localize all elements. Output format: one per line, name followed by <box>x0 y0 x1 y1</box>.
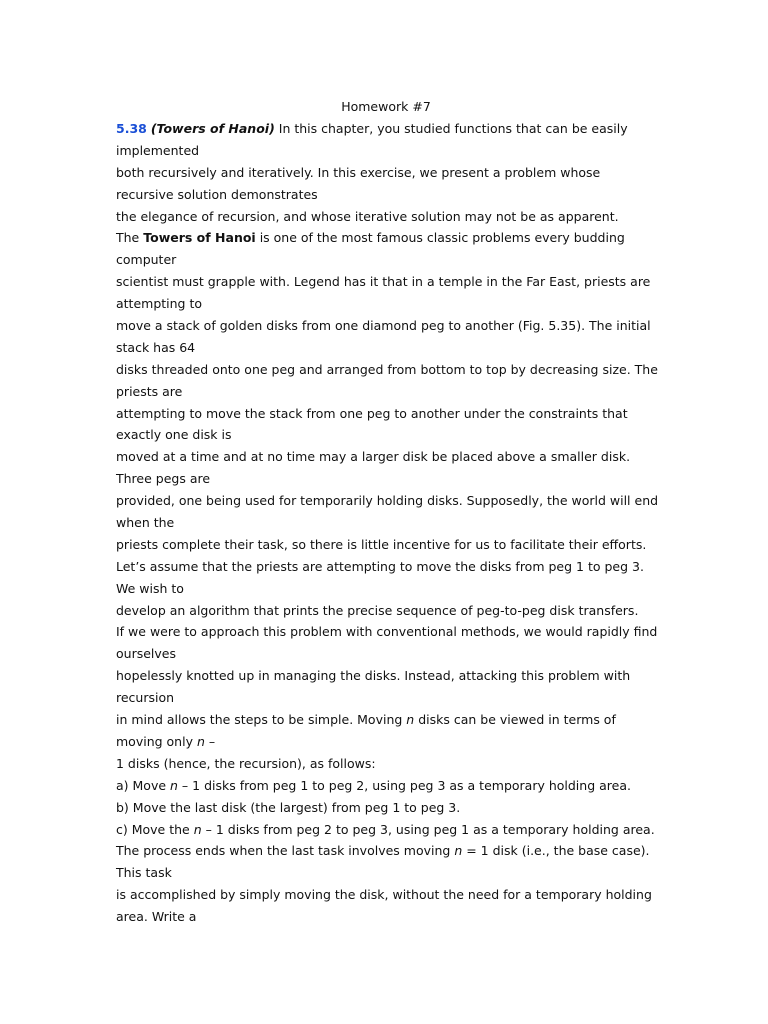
text-segment: moving only <box>116 733 197 749</box>
text-segment: 1 disks (hence, the recursion), as follows: <box>116 755 376 771</box>
text-segment: c) Move the <box>116 821 194 837</box>
text-line <box>116 140 656 162</box>
text-line <box>116 315 656 337</box>
text-segment: is accomplished by simply moving the disk, without the need for a temporary holding <box>116 887 652 903</box>
text-segment: stack has 64 <box>116 339 196 355</box>
text-line <box>116 206 656 228</box>
text-line <box>116 468 656 490</box>
text-line <box>116 446 656 468</box>
text-segment: recursion <box>116 690 175 706</box>
text-segment: – <box>204 733 216 749</box>
text-segment: both recursively and iteratively. In this exercise, we present a problem whose <box>116 164 601 180</box>
text-line <box>116 709 656 731</box>
text-line <box>116 643 656 665</box>
text-segment: This task <box>116 865 172 881</box>
text-segment: = 1 disk (i.e., the base case). <box>462 843 650 859</box>
text-segment: n <box>196 733 205 749</box>
text-segment: scientist must grapple with. Legend has it that in a temple in the Far East, priests are <box>116 274 651 290</box>
text-segment: Three pegs are <box>116 471 211 487</box>
text-segment: The process ends when the last task involves moving <box>116 843 455 859</box>
text-segment: area. Write a <box>116 909 197 925</box>
text-line <box>116 578 656 600</box>
text-segment: the elegance of recursion, and whose iterative solution may not be as apparent. <box>116 208 619 224</box>
text-segment: b) Move the last disk (the largest) from peg 1 to peg 3. <box>116 799 461 815</box>
text-segment: n <box>406 712 415 728</box>
text-line <box>116 293 656 315</box>
text-segment: when the <box>116 515 175 531</box>
text-line <box>116 184 656 206</box>
text-segment: disks can be viewed in terms of <box>414 712 616 728</box>
document-page <box>116 96 659 928</box>
text-line <box>116 862 656 884</box>
text-segment: exactly one disk is <box>116 427 232 443</box>
text-line <box>116 359 656 381</box>
text-segment: develop an algorithm that prints the precise sequence of peg-to-peg disk transfers. <box>116 602 639 618</box>
text-line <box>116 840 656 862</box>
text-line <box>116 884 656 906</box>
text-segment: The <box>116 230 144 246</box>
text-line <box>116 512 656 534</box>
text-line <box>116 731 656 753</box>
text-segment: implemented <box>116 142 200 158</box>
text-segment: attempting to move the stack from one peg to another under the constraints that <box>116 405 628 421</box>
text-line <box>116 403 656 425</box>
text-segment: – 1 disks from peg 2 to peg 3, using peg 1 as a temporary holding area. <box>201 821 655 837</box>
text-segment: ourselves <box>116 646 176 662</box>
text-line <box>116 534 656 556</box>
exercise-name: (Towers of Hanoi) <box>150 121 275 136</box>
text-segment: move a stack of golden disks from one diamond peg to another (Fig. 5.35). The initial <box>116 318 651 334</box>
text-line <box>116 227 656 249</box>
text-segment: hopelessly knotted up in managing the disks. Instead, attacking this problem with <box>116 668 631 684</box>
text-line <box>116 819 656 841</box>
text-segment: recursive solution demonstrates <box>116 186 318 202</box>
exercise-number: 5.38 <box>116 121 147 136</box>
document-body <box>116 118 659 928</box>
text-line <box>116 118 656 140</box>
text-segment: in mind allows the steps to be simple. Moving <box>116 712 407 728</box>
text-line <box>116 249 656 271</box>
text-segment: n <box>193 821 202 837</box>
document-title: Homework #7 <box>341 99 431 114</box>
text-segment: moved at a time and at no time may a larger disk be placed above a smaller disk. <box>116 449 631 465</box>
text-line <box>116 753 656 775</box>
text-line <box>116 687 656 709</box>
text-segment: Let’s assume that the priests are attempting to move the disks from peg 1 to peg 3. <box>116 558 644 574</box>
text-line <box>116 665 656 687</box>
text-segment: a) Move <box>116 777 171 793</box>
text-line <box>116 600 656 622</box>
text-line <box>116 906 656 928</box>
text-segment: – 1 disks from peg 1 to peg 2, using peg 3 as a temporary holding area. <box>177 777 631 793</box>
text-line <box>116 556 656 578</box>
text-line <box>116 381 656 403</box>
text-segment: provided, one being used for temporarily holding disks. Supposedly, the world will end <box>116 493 659 509</box>
text-line <box>116 775 656 797</box>
text-segment: In this chapter, you studied functions that can be easily <box>274 121 628 136</box>
text-segment: priests complete their task, so there is little incentive for us to facilitate their efforts. <box>116 536 647 552</box>
text-segment: priests are <box>116 383 183 399</box>
text-line <box>116 162 656 184</box>
text-segment: disks threaded onto one peg and arranged from bottom to top by decreasing size. The <box>116 361 658 377</box>
text-segment: attempting to <box>116 296 203 312</box>
text-segment: We wish to <box>116 580 184 596</box>
text-segment: Towers of Hanoi <box>143 230 256 246</box>
text-segment: If we were to approach this problem with conventional methods, we would rapidly find <box>116 624 658 640</box>
text-segment: computer <box>116 252 177 268</box>
text-line <box>116 490 659 512</box>
text-segment: n <box>454 843 463 859</box>
text-line <box>116 424 656 446</box>
text-segment: is one of the most famous classic problems every budding <box>255 230 625 246</box>
text-line <box>116 337 656 359</box>
text-line <box>116 797 656 819</box>
text-line <box>116 621 656 643</box>
text-line <box>116 271 656 293</box>
text-segment: n <box>170 777 178 793</box>
